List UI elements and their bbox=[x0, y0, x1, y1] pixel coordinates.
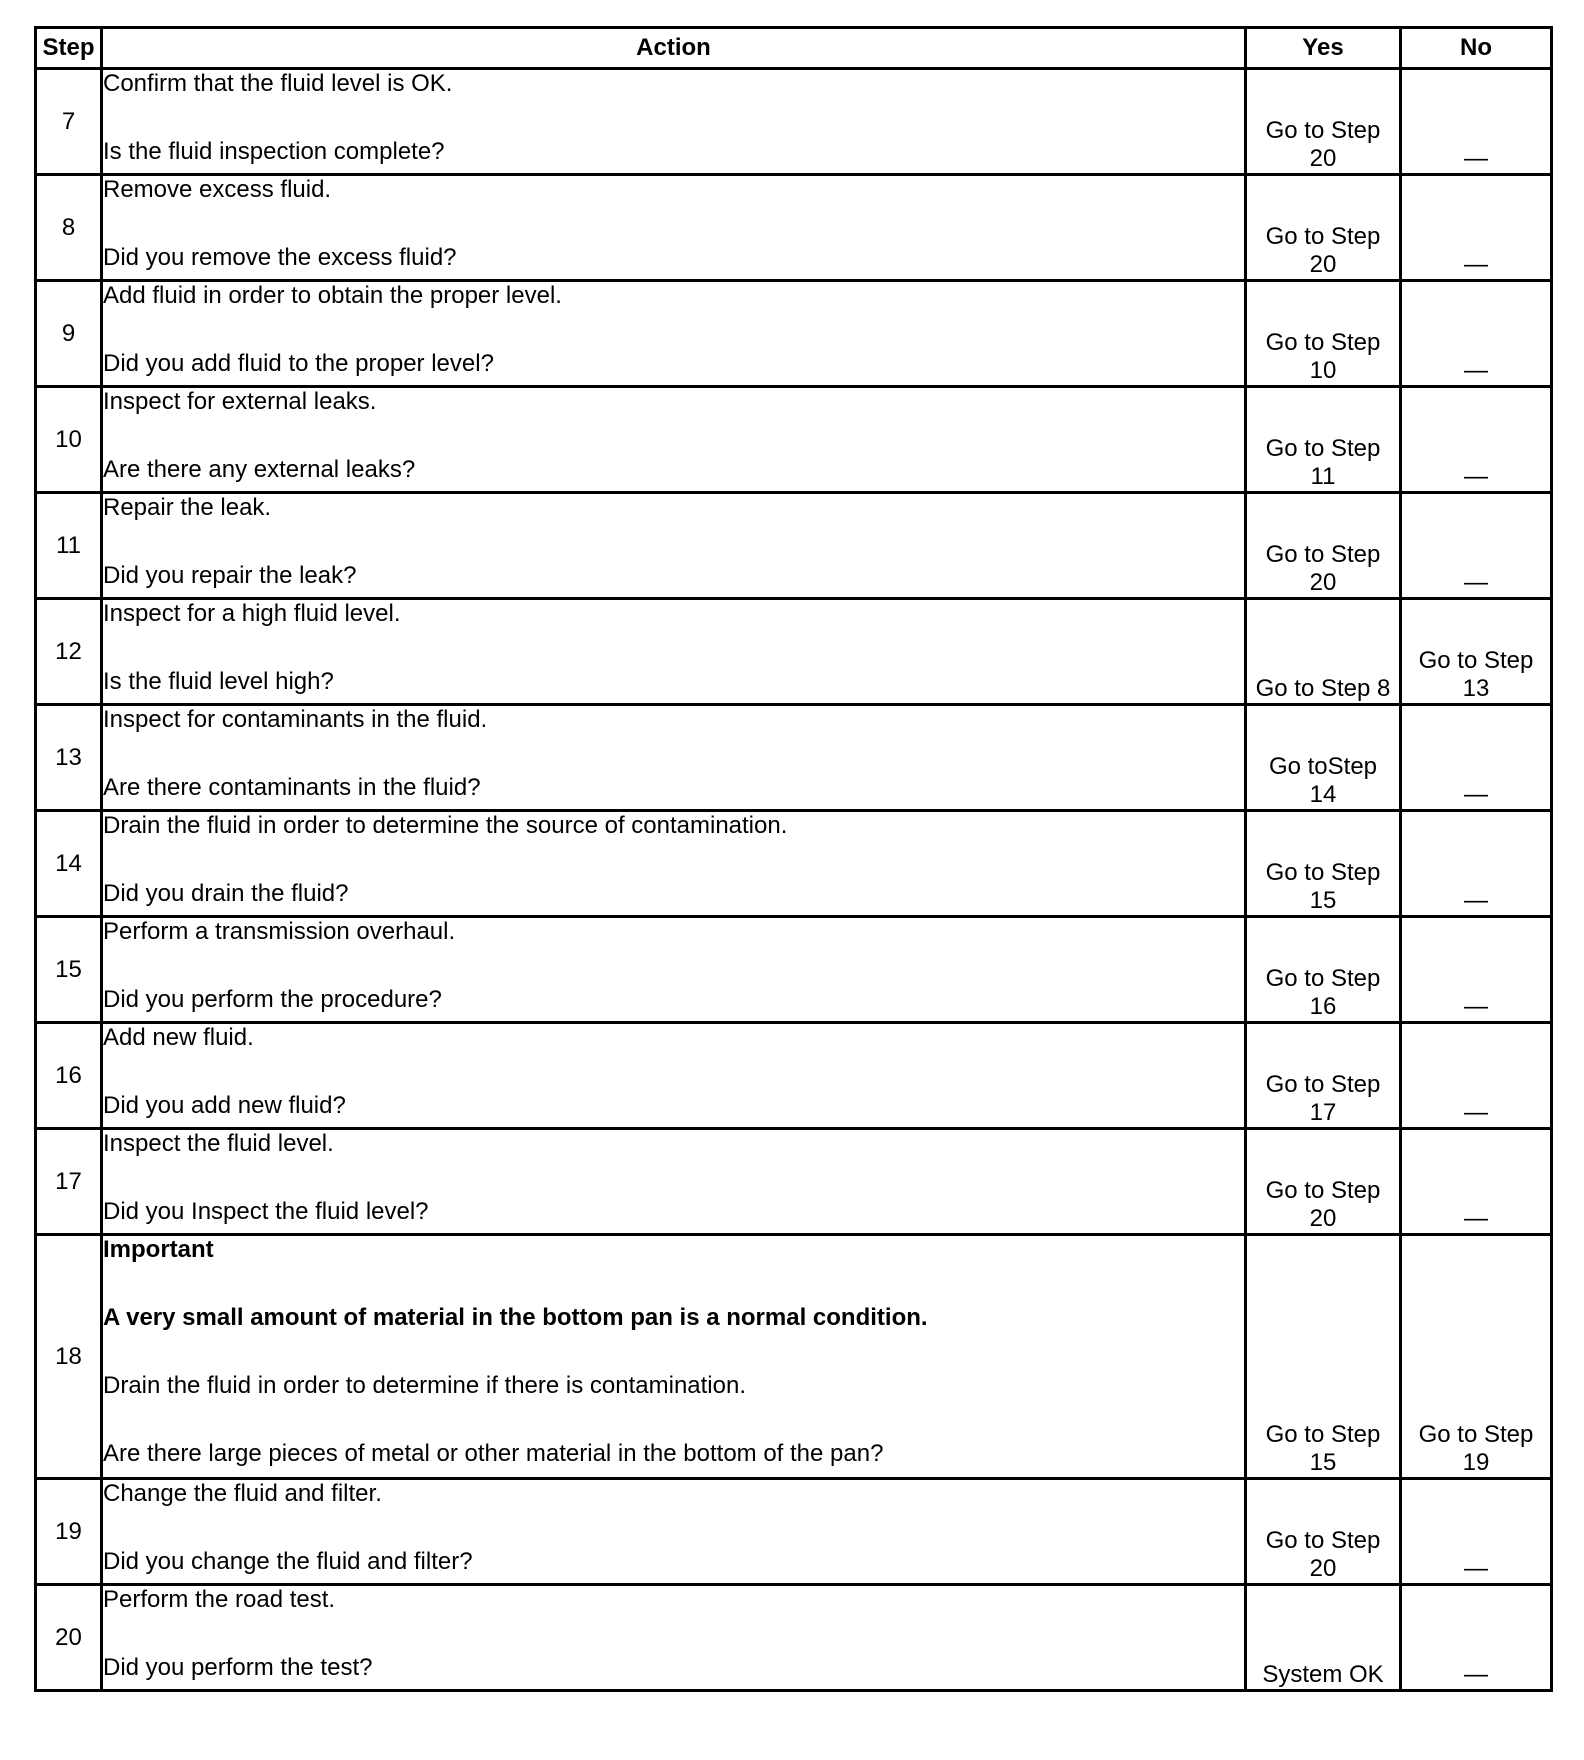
header-row bbox=[36, 28, 1552, 69]
action-instruction: Drain the fluid in order to determine the source of contamination. bbox=[103, 812, 788, 839]
table-row bbox=[36, 599, 1552, 705]
yes-result bbox=[1246, 1023, 1401, 1129]
action-cell bbox=[102, 1585, 1246, 1691]
no-result-text: — bbox=[1464, 1205, 1488, 1232]
header-action: Action bbox=[102, 28, 1246, 69]
action-question: Did you drain the fluid? bbox=[103, 880, 349, 907]
table-row bbox=[36, 175, 1552, 281]
action-instruction: Inspect for external leaks. bbox=[103, 388, 377, 415]
no-result-text: — bbox=[1464, 251, 1488, 278]
yes-result-text: Go to Step bbox=[1265, 117, 1381, 144]
important-notice: A very small amount of material in the bottom pan is a normal condition. bbox=[103, 1304, 928, 1331]
action-question: Did you add fluid to the proper level? bbox=[103, 350, 494, 377]
table-body bbox=[36, 69, 1552, 1691]
no-result bbox=[1401, 69, 1552, 175]
action-question: Did you repair the leak? bbox=[103, 562, 357, 589]
table-row bbox=[36, 1479, 1552, 1585]
step-number: 10 bbox=[36, 387, 102, 493]
action-cell bbox=[102, 1479, 1246, 1585]
action-cell bbox=[102, 1023, 1246, 1129]
no-result-text: — bbox=[1464, 993, 1488, 1020]
action-instruction: Add new fluid. bbox=[103, 1024, 254, 1051]
action-question: Did you perform the procedure? bbox=[103, 986, 442, 1013]
step-number: 20 bbox=[36, 1585, 102, 1691]
action-question: Did you change the fluid and filter? bbox=[103, 1548, 473, 1575]
action-question: Are there any external leaks? bbox=[103, 456, 416, 483]
action-cell bbox=[102, 599, 1246, 705]
step-number: 18 bbox=[36, 1235, 102, 1479]
yes-result-text: Go to Step bbox=[1265, 965, 1381, 992]
yes-result-text: 17 bbox=[1309, 1099, 1337, 1126]
yes-result bbox=[1246, 1585, 1401, 1691]
yes-result-text: Go toStep bbox=[1268, 753, 1378, 780]
table-row bbox=[36, 705, 1552, 811]
yes-result-text: Go to Step bbox=[1265, 435, 1381, 462]
action-question: Are there contaminants in the fluid? bbox=[103, 774, 481, 801]
step-number: 15 bbox=[36, 917, 102, 1023]
action-cell bbox=[102, 705, 1246, 811]
action-cell bbox=[102, 387, 1246, 493]
step-number: 12 bbox=[36, 599, 102, 705]
yes-result bbox=[1246, 1479, 1401, 1585]
yes-result-text: 20 bbox=[1309, 145, 1337, 172]
no-result-text: — bbox=[1464, 569, 1488, 596]
yes-result-text: 16 bbox=[1309, 993, 1337, 1020]
action-question: Did you remove the excess fluid? bbox=[103, 244, 457, 271]
yes-result-text: 15 bbox=[1309, 1449, 1337, 1476]
table-row bbox=[36, 1235, 1552, 1479]
table-row bbox=[36, 1129, 1552, 1235]
no-result-text: Go to Step bbox=[1418, 647, 1534, 674]
no-result-text: Go to Step bbox=[1418, 1421, 1534, 1448]
action-cell bbox=[102, 1235, 1246, 1479]
action-question: Is the fluid level high? bbox=[103, 668, 334, 695]
no-result bbox=[1401, 1129, 1552, 1235]
action-cell bbox=[102, 493, 1246, 599]
no-result bbox=[1401, 1023, 1552, 1129]
important-heading: Important bbox=[103, 1236, 214, 1263]
no-result-text: 19 bbox=[1462, 1449, 1490, 1476]
yes-result-text: 20 bbox=[1309, 1555, 1337, 1582]
no-result bbox=[1401, 705, 1552, 811]
yes-result bbox=[1246, 599, 1401, 705]
yes-result bbox=[1246, 281, 1401, 387]
yes-result-text: Go to Step bbox=[1265, 859, 1381, 886]
action-instruction: Perform the road test. bbox=[103, 1586, 336, 1613]
yes-result-text: 10 bbox=[1309, 357, 1337, 384]
action-cell bbox=[102, 69, 1246, 175]
yes-result-text: 20 bbox=[1309, 251, 1337, 278]
yes-result bbox=[1246, 705, 1401, 811]
table-row bbox=[36, 493, 1552, 599]
table-row bbox=[36, 69, 1552, 175]
action-cell bbox=[102, 1129, 1246, 1235]
table-row bbox=[36, 1023, 1552, 1129]
action-instruction: Inspect for contaminants in the fluid. bbox=[103, 706, 488, 733]
table-row bbox=[36, 387, 1552, 493]
yes-result-text: Go to Step bbox=[1265, 1421, 1381, 1448]
no-result bbox=[1401, 175, 1552, 281]
action-instruction: Change the fluid and filter. bbox=[103, 1480, 382, 1507]
yes-result-text: 11 bbox=[1310, 463, 1336, 490]
action-question: Is the fluid inspection complete? bbox=[103, 138, 445, 165]
action-cell bbox=[102, 917, 1246, 1023]
action-instruction: Perform a transmission overhaul. bbox=[103, 918, 456, 945]
no-result bbox=[1401, 811, 1552, 917]
yes-result bbox=[1246, 1129, 1401, 1235]
action-instruction: Inspect the fluid level. bbox=[103, 1130, 334, 1157]
no-result bbox=[1401, 917, 1552, 1023]
yes-result bbox=[1246, 69, 1401, 175]
yes-result-text: Go to Step bbox=[1265, 329, 1381, 356]
yes-result bbox=[1246, 175, 1401, 281]
action-cell bbox=[102, 811, 1246, 917]
action-instruction: Inspect for a high fluid level. bbox=[103, 600, 401, 627]
header-yes: Yes bbox=[1246, 28, 1401, 69]
yes-result-text: 15 bbox=[1309, 887, 1337, 914]
yes-result bbox=[1246, 493, 1401, 599]
action-instruction: Add fluid in order to obtain the proper level. bbox=[103, 282, 562, 309]
yes-result-text: Go to Step bbox=[1265, 1071, 1381, 1098]
yes-result-text: Go to Step bbox=[1265, 541, 1381, 568]
yes-result bbox=[1246, 1235, 1401, 1479]
action-question: Did you Inspect the fluid level? bbox=[103, 1198, 429, 1225]
yes-result-text: 20 bbox=[1309, 1205, 1337, 1232]
yes-result-text: Go to Step bbox=[1265, 1527, 1381, 1554]
yes-result-text: 14 bbox=[1309, 781, 1337, 808]
no-result bbox=[1401, 281, 1552, 387]
header-no: No bbox=[1401, 28, 1552, 69]
no-result-text: — bbox=[1464, 1661, 1488, 1688]
action-question: Did you perform the test? bbox=[103, 1654, 373, 1681]
step-number: 7 bbox=[36, 69, 102, 175]
yes-result-text: System OK bbox=[1262, 1661, 1384, 1688]
action-instruction: Drain the fluid in order to determine if there is contamination. bbox=[103, 1372, 746, 1399]
step-number: 14 bbox=[36, 811, 102, 917]
action-instruction: Confirm that the fluid level is OK. bbox=[103, 70, 453, 97]
no-result-text: — bbox=[1464, 887, 1488, 914]
no-result-text: — bbox=[1464, 145, 1488, 172]
action-cell bbox=[102, 175, 1246, 281]
step-number: 9 bbox=[36, 281, 102, 387]
no-result-text: — bbox=[1464, 463, 1488, 490]
action-question: Did you add new fluid? bbox=[103, 1092, 346, 1119]
step-number: 17 bbox=[36, 1129, 102, 1235]
table-row bbox=[36, 281, 1552, 387]
step-number: 16 bbox=[36, 1023, 102, 1129]
action-instruction: Repair the leak. bbox=[103, 494, 272, 521]
table-row bbox=[36, 917, 1552, 1023]
step-number: 19 bbox=[36, 1479, 102, 1585]
no-result bbox=[1401, 387, 1552, 493]
no-result bbox=[1401, 1235, 1552, 1479]
action-question: Are there large pieces of metal or other material in the bottom of the pan? bbox=[103, 1440, 884, 1467]
yes-result-text: 20 bbox=[1309, 569, 1337, 596]
no-result bbox=[1401, 599, 1552, 705]
yes-result bbox=[1246, 811, 1401, 917]
yes-result bbox=[1246, 917, 1401, 1023]
step-number: 11 bbox=[36, 493, 102, 599]
no-result-text: — bbox=[1464, 1099, 1488, 1126]
table-row bbox=[36, 811, 1552, 917]
no-result bbox=[1401, 493, 1552, 599]
yes-result-text: Go to Step 8 bbox=[1255, 675, 1391, 702]
yes-result-text: Go to Step bbox=[1265, 1177, 1381, 1204]
action-instruction: Remove excess fluid. bbox=[103, 176, 332, 203]
yes-result bbox=[1246, 387, 1401, 493]
no-result bbox=[1401, 1585, 1552, 1691]
step-number: 13 bbox=[36, 705, 102, 811]
action-cell bbox=[102, 281, 1246, 387]
no-result-text: — bbox=[1464, 781, 1488, 808]
no-result-text: 13 bbox=[1462, 675, 1490, 702]
yes-result-text: Go to Step bbox=[1265, 223, 1381, 250]
no-result bbox=[1401, 1479, 1552, 1585]
table-row bbox=[36, 1585, 1552, 1691]
no-result-text: — bbox=[1464, 357, 1488, 384]
no-result-text: — bbox=[1464, 1555, 1488, 1582]
header-step: Step bbox=[36, 28, 102, 69]
step-number: 8 bbox=[36, 175, 102, 281]
diagnostic-table bbox=[34, 26, 1553, 1692]
